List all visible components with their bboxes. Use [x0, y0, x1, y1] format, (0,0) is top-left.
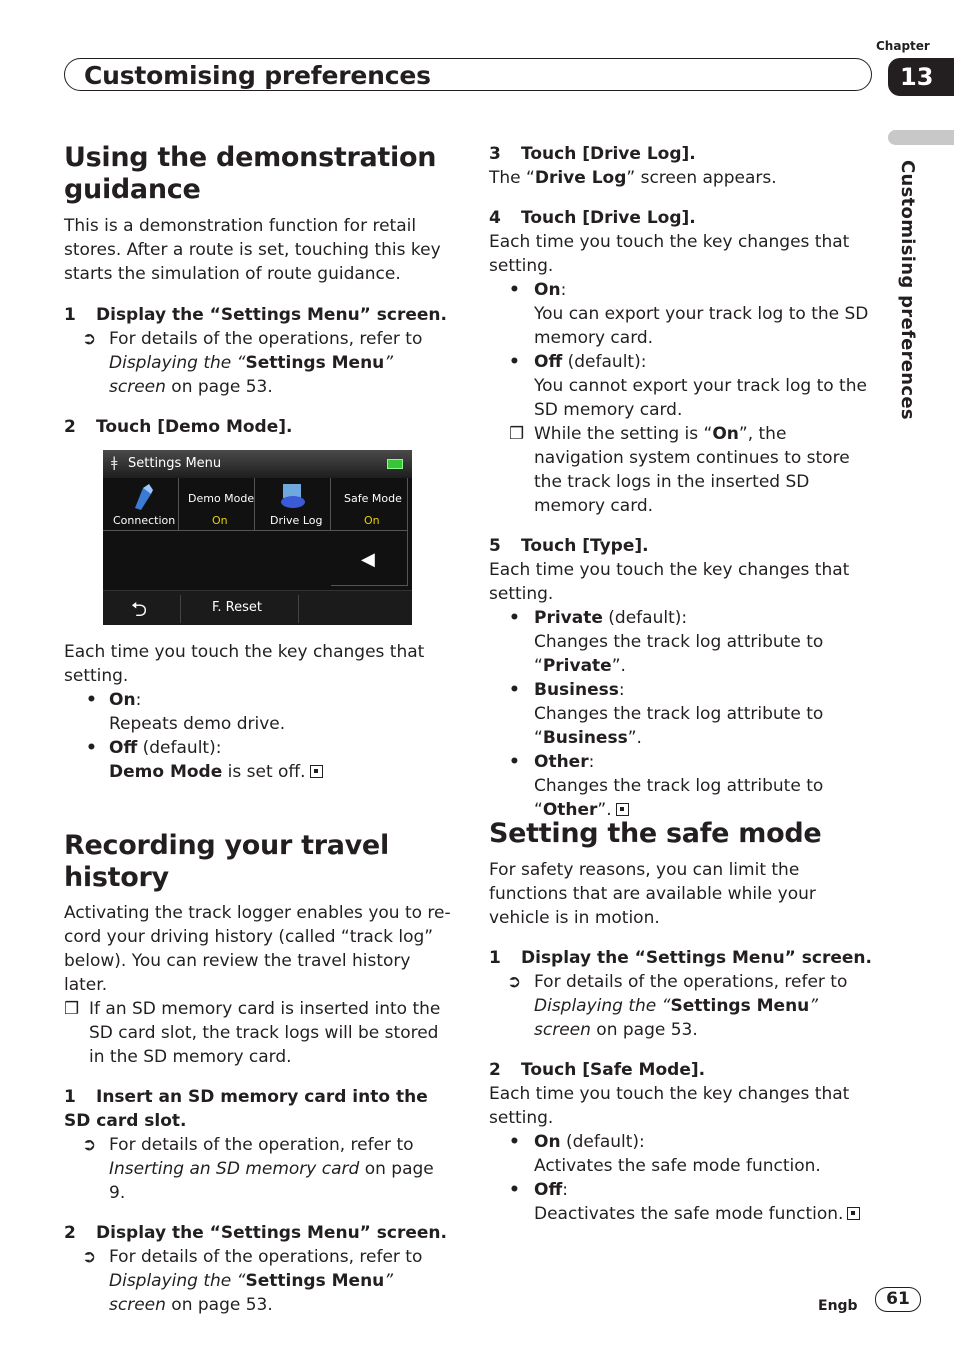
side-tab-label: Customising preferences — [897, 160, 918, 420]
safe-intro: For safety reasons, you can limit the functions that are available while your vehicle is in motion. — [489, 860, 816, 928]
demo-on-desc: Repeats demo drive. — [109, 714, 286, 734]
end-mark-icon — [310, 765, 323, 778]
safe-step-2-desc: Each time you touch the key changes that setting. — [489, 1084, 850, 1128]
recording-step-2-ref: ➲ For details of the operations, refer to Displaying the “Settings Menu” screen on page 53. — [82, 1247, 423, 1315]
type-business-desc: Changes the track log attribute to “Business”. — [534, 704, 824, 748]
back-icon[interactable]: ⮌ — [131, 597, 148, 621]
safe-on-item: • On (default): — [509, 1132, 645, 1152]
chapter-title: Customising preferences — [84, 61, 431, 90]
safe-heading: Setting the safe mode — [489, 818, 822, 849]
safe-mode-key[interactable]: Safe Mode On — [331, 478, 408, 531]
demo-section — [64, 142, 454, 439]
settings-menu-screenshot — [103, 450, 412, 625]
end-mark-icon — [847, 1207, 860, 1220]
demo-step-1-ref: ➲ For details of the operations, refer to Displaying the “Settings Menu” screen on page 53. — [82, 329, 423, 397]
safe-step-2: 2 Touch [Safe Mode]. — [489, 1060, 706, 1080]
recording-step-2: 2 Display the “Settings Menu” screen. — [64, 1223, 447, 1243]
chapter-label: Chapter — [876, 39, 930, 53]
drivelog-step-5-desc: Each time you touch the key changes that setting. — [489, 560, 850, 604]
type-private-item: • Private (default): — [509, 608, 688, 628]
drivelog-on-desc: You can export your track log to the SD memory card. — [534, 304, 869, 348]
drivelog-section — [489, 142, 879, 822]
connection-key[interactable]: Connection — [103, 478, 179, 531]
safe-off-item: • Off: — [509, 1180, 568, 1200]
drivelog-step-4: 4 Touch [Drive Log]. — [489, 208, 696, 228]
recording-note: ❒ If an SD memory card is inserted into the SD card slot, the track logs will be stored in the SD memory card. — [64, 999, 441, 1067]
arrow-icon: ➲ — [82, 329, 97, 349]
drivelog-off-item: • Off (default): — [509, 352, 647, 372]
demo-off-item: • Off (default): — [86, 738, 222, 758]
type-other-item: • Other: — [509, 752, 595, 772]
side-tab-bar — [888, 130, 954, 145]
connection-icon — [131, 484, 153, 510]
safe-section — [489, 818, 879, 1226]
drive-log-key[interactable]: Drive Log — [255, 478, 331, 531]
type-business-item: • Business: — [509, 680, 625, 700]
page-back-key[interactable] — [331, 531, 408, 586]
demo-step-1: 1 Display the “Settings Menu” screen. — [64, 305, 447, 325]
demo-options — [64, 640, 454, 784]
footer-language: Engb — [818, 1298, 858, 1314]
page-number: 61 — [875, 1287, 921, 1312]
drivelog-off-desc: You cannot export your track log to the SD memory card. — [534, 376, 867, 420]
arrow-icon: ➲ — [82, 1135, 97, 1155]
type-other-desc: Changes the track log attribute to “Other”. — [534, 776, 824, 820]
safe-step-1-ref: ➲ For details of the operations, refer to Displaying the “Settings Menu” screen on page 53. — [507, 972, 848, 1040]
drivelog-note: ❒ While the setting is “On”, the navigation system continues to store the track logs in the inserted SD memory card. — [509, 424, 850, 516]
factory-reset-key[interactable]: F. Reset — [212, 600, 262, 615]
checkbox-icon: ❒ — [509, 424, 525, 444]
chapter-number-tab: 13 — [888, 58, 954, 96]
demo-on-item: • On: — [86, 690, 142, 710]
screenshot-title-bar — [103, 450, 412, 478]
type-private-desc: Changes the track log attribute to “Private”. — [534, 632, 824, 676]
demo-off-desc: Demo Mode is set off. — [64, 760, 454, 784]
demo-heading: Using the demonstration guidance — [64, 142, 437, 205]
recording-heading: Recording your travel history — [64, 830, 389, 893]
demo-mode-key[interactable]: Demo Mode On — [179, 478, 255, 531]
safe-off-desc: Deactivates the safe mode function. — [489, 1202, 879, 1226]
arrow-icon: ➲ — [82, 1247, 97, 1267]
end-mark-icon — [616, 803, 629, 816]
recording-intro: Activating the track logger enables you to record your driving history (called “track log” below). You can review the travel history later. — [64, 903, 451, 995]
drivelog-on-item: • On: — [509, 280, 567, 300]
drive-log-icon — [279, 482, 307, 510]
demo-after: Each time you touch the key changes that setting. — [64, 642, 425, 686]
recording-section — [64, 830, 454, 1317]
screenshot-bottom-bar — [103, 590, 412, 625]
recording-step-1: 1 Insert an SD memory card into the SD card slot. — [64, 1087, 428, 1131]
safe-on-desc: Activates the safe mode function. — [534, 1156, 821, 1176]
drivelog-step-3-desc: The “Drive Log” screen appears. — [489, 168, 777, 188]
battery-icon — [387, 459, 403, 469]
arrow-icon: ➲ — [507, 972, 522, 992]
left-arrow-icon: ◀ — [361, 549, 375, 570]
checkbox-icon: ❒ — [64, 999, 80, 1019]
drivelog-step-4-desc: Each time you touch the key changes that setting. — [489, 232, 850, 276]
drivelog-step-5: 5 Touch [Type]. — [489, 536, 649, 556]
drivelog-step-3: 3 Touch [Drive Log]. — [489, 144, 696, 164]
safe-step-1: 1 Display the “Settings Menu” screen. — [489, 948, 872, 968]
wrench-icon: ǂ — [111, 455, 118, 471]
demo-step-2: 2 Touch [Demo Mode]. — [64, 417, 293, 437]
demo-intro: This is a demonstration function for retail stores. After a route is set, touching this key starts the simulation of route guidance. — [64, 216, 441, 284]
recording-step-1-ref: ➲ For details of the operation, refer to Inserting an SD memory card on page 9. — [82, 1135, 434, 1203]
screenshot-title: Settings Menu — [128, 456, 222, 471]
